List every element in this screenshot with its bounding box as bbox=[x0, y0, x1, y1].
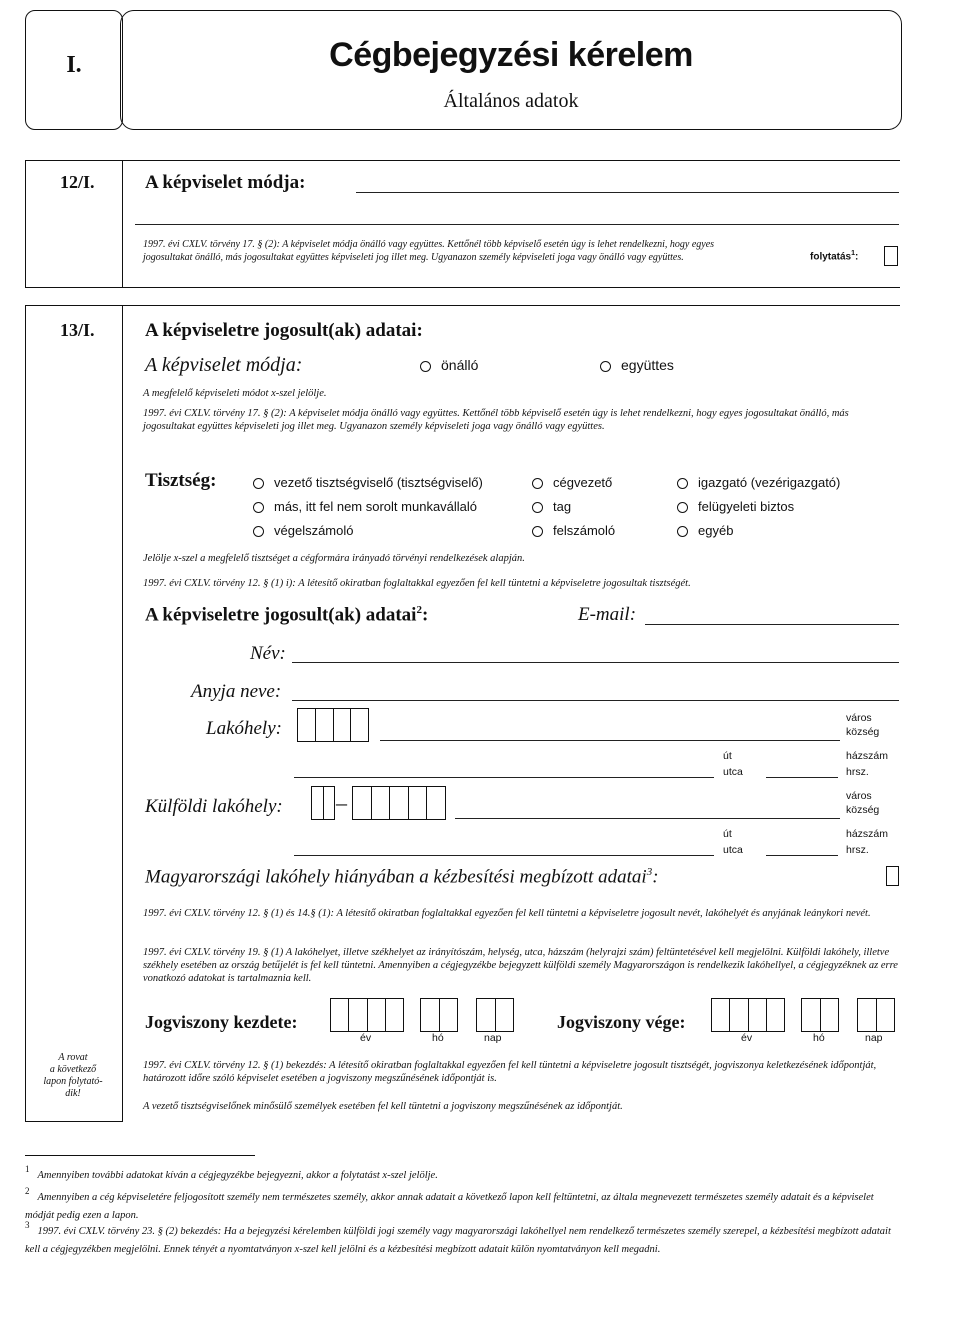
sec12-continuation-checkbox[interactable] bbox=[884, 246, 898, 266]
position-option[interactable] bbox=[253, 499, 477, 514]
foreign-house-label-bottom: hrsz. bbox=[846, 844, 869, 856]
start-day-caption: nap bbox=[484, 1032, 502, 1044]
footnote-text: 1997. évi CXLV. törvény 23. § (2) bekezdés: Ha a bejegyzési kérelemben külföldi jogi személy vagy magyarországi lakóhellyel nem rendelkező természetes személy szerepel, a kézbesítési megbízott adatait kell a cégjegyzékben megjelölni. Ennek tényét a nyomtatványon x-szel kell jelölni és a kézbesítési megbízott adatait külön nyomtatványon kell megadni. bbox=[25, 1226, 891, 1256]
sec12-mode-field-line[interactable] bbox=[356, 192, 899, 193]
house-label bbox=[846, 749, 888, 779]
city-label-top: város bbox=[846, 712, 872, 724]
city-label bbox=[846, 711, 879, 739]
position-option[interactable] bbox=[532, 499, 571, 514]
law-name-note: 1997. évi CXLV. törvény 12. § (1) és 14.§ (1): A létesítő okiratban foglaltakkal egyezően fel kell tüntetni a képviseletre jogosult nevét, lakóhelyét és anyjának leánykori nevét. bbox=[143, 908, 871, 919]
foreign-street-label-bottom: utca bbox=[723, 844, 743, 856]
position-option-label: vezető tisztségviselő (tisztségviselő) bbox=[274, 475, 483, 490]
city-field[interactable] bbox=[380, 740, 840, 741]
foreign-city-label-top: város bbox=[846, 790, 872, 802]
email-field[interactable] bbox=[645, 624, 899, 625]
sec13-heading: A képviseletre jogosult(ak) adatai: bbox=[145, 320, 423, 341]
foreign-house-number-field[interactable] bbox=[766, 855, 838, 856]
house-label-top: házszám bbox=[846, 750, 889, 762]
foreign-city-label bbox=[846, 789, 879, 817]
law-end-note: A vezető tisztségviselőnek minősülő személyek esetében fel kell tüntetni a jogviszony megszűnésének az időpontját. bbox=[143, 1101, 623, 1112]
sec12-number: 12/I. bbox=[60, 172, 95, 192]
data-heading bbox=[145, 604, 428, 626]
position-law: 1997. évi CXLV. törvény 12. § (1) i): A létesítő okiratban foglaltakkal egyezően fel kell tüntetni a képviseletre jogosultak tisztségét. bbox=[143, 578, 691, 589]
header-section-number: I. bbox=[66, 52, 82, 78]
law-address-note: 1997. évi CXLV. törvény 19. § (1) A lakóhelyet, illetve székhelyet az irányítószám, helység, utca, házszám (helyrajzi szám) feltüntetésével kell megjelölni. Külföldi lakóhely, illetve székhely esetében az ország betűjelét is fel kell tüntetni. Amennyiben a cégjegyzékbe bejegyzett külföldi személy Magyarországon is rendelkezik lakóhellyel, a cégjegyzéknek az erre vonatkozó adatokat is tartalmaznia kell. bbox=[143, 947, 898, 984]
sec13-top-line bbox=[122, 305, 900, 306]
foreign-house-label bbox=[846, 827, 888, 857]
sec12-bottom-line bbox=[25, 287, 900, 288]
agent-sup: 3 bbox=[646, 866, 653, 878]
position-label: Tisztség: bbox=[145, 470, 217, 491]
position-option[interactable] bbox=[532, 475, 612, 490]
sec13-number-box bbox=[25, 305, 123, 1122]
radio-circle[interactable] bbox=[532, 478, 543, 489]
start-day-cells[interactable] bbox=[476, 998, 514, 1032]
sec12-mode-field-line-2[interactable] bbox=[135, 224, 899, 225]
radio-circle[interactable] bbox=[253, 502, 264, 513]
radio-circle[interactable] bbox=[677, 478, 688, 489]
page-title: Cégbejegyzési kérelem bbox=[329, 36, 693, 74]
sec13-number: 13/I. bbox=[60, 320, 95, 340]
postcode-cells[interactable] bbox=[297, 708, 369, 742]
agent-label-text: Magyarországi lakóhely hiányában a kézbesítési megbízott adatai bbox=[145, 866, 647, 888]
footnote-1 bbox=[25, 1164, 900, 1183]
data-heading-text: A képviseletre jogosult(ak) adatai bbox=[145, 604, 417, 626]
radio-circle[interactable] bbox=[600, 361, 611, 372]
foreign-postcode-cells[interactable] bbox=[352, 786, 446, 820]
radio-circle[interactable] bbox=[253, 478, 264, 489]
footnote-text: Amennyiben további adatokat kíván a cégjegyzékbe bejegyezni, akkor a folytatást x-szel jelölje. bbox=[37, 1170, 438, 1182]
start-month-cells[interactable] bbox=[420, 998, 458, 1032]
sec12-top-line bbox=[122, 160, 900, 161]
mode-option-label: önálló bbox=[441, 357, 479, 373]
position-option[interactable] bbox=[677, 475, 840, 490]
street-label-top: út bbox=[723, 750, 732, 762]
start-year-caption: év bbox=[360, 1032, 372, 1044]
end-year-cells[interactable] bbox=[711, 998, 785, 1032]
mode-option-joint[interactable] bbox=[600, 357, 674, 373]
foreign-street-field[interactable] bbox=[294, 855, 714, 856]
side-note-line: dik! bbox=[65, 1088, 81, 1099]
agent-colon: : bbox=[652, 866, 659, 888]
street-label bbox=[723, 749, 743, 779]
position-option-label: felügyeleti biztos bbox=[698, 499, 795, 514]
radio-circle[interactable] bbox=[532, 502, 543, 513]
position-option-label: végelszámoló bbox=[274, 523, 354, 538]
position-option-label: más, itt fel nem sorolt munkavállaló bbox=[274, 499, 478, 514]
position-option[interactable] bbox=[253, 523, 354, 538]
position-option[interactable] bbox=[677, 523, 733, 538]
footnote-number: 1 bbox=[25, 1164, 30, 1174]
position-option-label: igazgató (vezérigazgató) bbox=[698, 475, 841, 490]
sec12-law-note: 1997. évi CXLV. törvény 17. § (2): A képviselet módja önálló vagy együttes. Kettőnél több képviselő esetén úgy is lehet rendelkezni, hogy egyes jogosultakat önálló, más jogosultakat együttes képviseleti jog illet meg. Ugyanazon személy képviseleti joga vagy önálló vagy együttes. bbox=[143, 239, 715, 263]
start-month-caption: hó bbox=[432, 1032, 444, 1044]
data-heading-colon: : bbox=[421, 604, 429, 626]
mode-option-label: együttes bbox=[621, 357, 674, 373]
foreign-street-label bbox=[723, 827, 743, 857]
residence-label: Lakóhely: bbox=[206, 718, 282, 739]
sec12-continuation-label: folytatás$^1$: bbox=[810, 250, 859, 263]
mother-name-field[interactable] bbox=[292, 700, 899, 701]
position-option-label: tag bbox=[553, 499, 572, 514]
footnote-number: 2 bbox=[25, 1186, 30, 1196]
mode-option-independent[interactable] bbox=[420, 357, 478, 373]
position-option-label: cégvezető bbox=[553, 475, 613, 490]
mode-law: 1997. évi CXLV. törvény 17. § (2): A képviselet módja önálló vagy együttes. Kettőnél több képviselő esetén úgy is lehet rendelkezni, hogy egyes jogosultakat önálló, más jogosultakat együttes képviseleti jog illet meg. Ugyanazon személy képviseleti joga vagy önálló vagy együttes. bbox=[143, 408, 849, 432]
continuation-text: folytatás bbox=[810, 251, 852, 263]
street-field[interactable] bbox=[294, 777, 714, 778]
end-date-label: Jogviszony vége: bbox=[557, 1012, 686, 1032]
radio-circle[interactable] bbox=[253, 526, 264, 537]
radio-circle[interactable] bbox=[532, 526, 543, 537]
end-month-caption: hó bbox=[813, 1032, 825, 1044]
end-day-cells[interactable] bbox=[857, 998, 895, 1032]
foreign-street-label-top: út bbox=[723, 828, 732, 840]
footnote-text: Amennyiben a cég képviseletére feljogosított személy nem természetes személy, akkor annak adatait a következő lapon kell feltüntetni, az általa megnevezett természetes személy adatait és a képviselet módját pedig ezen a lapon. bbox=[25, 1192, 874, 1222]
footnote-3 bbox=[25, 1220, 900, 1257]
sec12-heading: A képviselet módja: bbox=[145, 172, 306, 193]
agent-checkbox[interactable] bbox=[886, 866, 899, 886]
end-day-caption: nap bbox=[865, 1032, 883, 1044]
side-note-line: A rovat bbox=[58, 1052, 88, 1063]
country-code-cells[interactable] bbox=[311, 786, 335, 820]
mother-name-label: Anyja neve: bbox=[191, 681, 282, 702]
page-subtitle: Általános adatok bbox=[443, 90, 579, 112]
law-start-note: 1997. évi CXLV. törvény 12. § (1) bekezdés: A létesítő okiratban foglaltakkal egyezően fel kell tüntetni a képviseletre jogosult tisztségét, jogviszonya keletkezésének időpontját, határozott időre szóló képviselet esetében a jogviszony megszűnésének időpontját is. bbox=[143, 1060, 877, 1084]
radio-circle[interactable] bbox=[420, 361, 431, 372]
position-option[interactable] bbox=[253, 475, 483, 490]
start-year-cells[interactable] bbox=[330, 998, 404, 1032]
radio-circle[interactable] bbox=[677, 526, 688, 537]
end-month-cells[interactable] bbox=[801, 998, 839, 1032]
house-label-bottom: hrsz. bbox=[846, 766, 869, 778]
position-option[interactable] bbox=[677, 499, 794, 514]
name-label: Név: bbox=[250, 643, 286, 664]
foreign-city-label-bottom: község bbox=[846, 804, 880, 816]
house-number-field[interactable] bbox=[766, 777, 838, 778]
side-note-line: a következő bbox=[49, 1064, 97, 1075]
start-date-label: Jogviszony kezdete: bbox=[145, 1012, 298, 1032]
foreign-city-field[interactable] bbox=[455, 818, 840, 819]
continue-side-note bbox=[27, 1052, 119, 1100]
mode-label: A képviselet módja: bbox=[145, 354, 303, 376]
end-year-caption: év bbox=[741, 1032, 753, 1044]
foreign-house-label-top: házszám bbox=[846, 828, 889, 840]
radio-circle[interactable] bbox=[677, 502, 688, 513]
name-field[interactable] bbox=[292, 662, 899, 663]
side-note-line: lapon folytató- bbox=[43, 1076, 103, 1087]
mode-note: A megfelelő képviseleti módot x-szel jelölje. bbox=[143, 388, 327, 399]
city-label-bottom: község bbox=[846, 726, 880, 738]
footnote-2 bbox=[25, 1186, 900, 1223]
agent-label bbox=[145, 866, 659, 888]
footnote-number: 3 bbox=[25, 1220, 30, 1230]
footnote-separator bbox=[25, 1155, 255, 1156]
foreign-dash: – bbox=[336, 790, 347, 815]
position-note: Jelölje x-szel a megfelelő tisztséget a cégformára irányadó törvényi rendelkezések alapján. bbox=[143, 553, 525, 564]
foreign-residence-label: Külföldi lakóhely: bbox=[145, 796, 283, 817]
email-label: E-mail: bbox=[578, 604, 637, 625]
position-option-label: egyéb bbox=[698, 523, 734, 538]
position-option[interactable] bbox=[532, 523, 615, 538]
continuation-sup: 1 bbox=[851, 250, 856, 257]
data-heading-sup: 2 bbox=[416, 604, 422, 616]
street-label-bottom: utca bbox=[723, 766, 743, 778]
position-option-label: felszámoló bbox=[553, 523, 616, 538]
